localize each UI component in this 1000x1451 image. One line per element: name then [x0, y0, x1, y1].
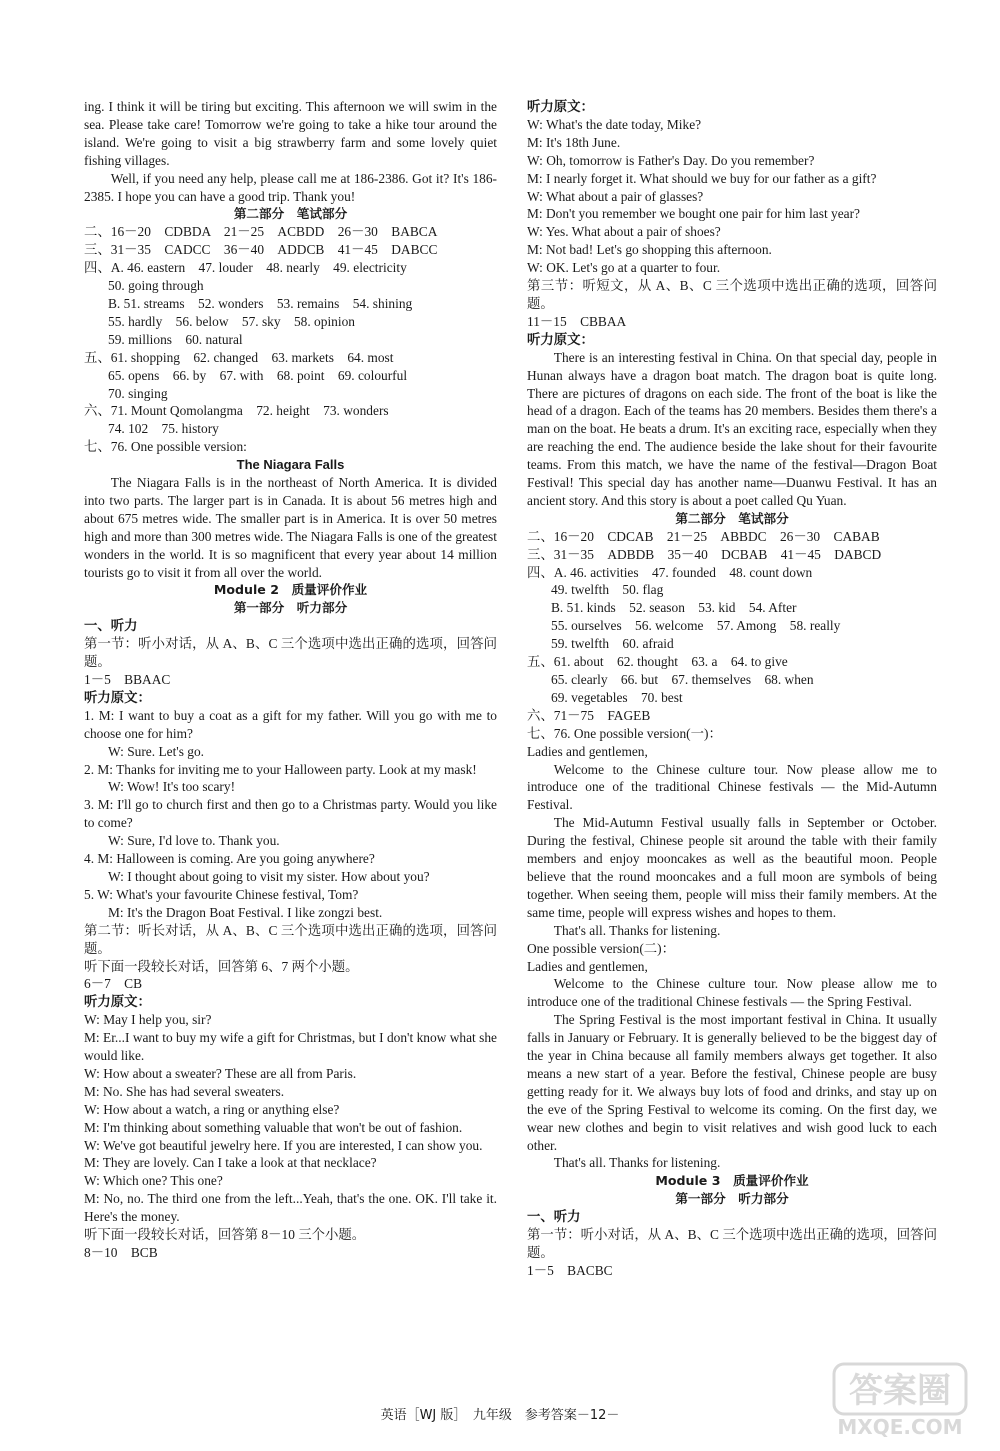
text-line: 2. M: Thanks for inviting me to your Halloween party. Look at my mask! [84, 761, 477, 777]
section-heading: Module 3 质量评价作业 [655, 1173, 809, 1189]
text-line: 二、16－20 CDBDA 21－25 ACBDD 26－30 BABCA [84, 224, 438, 240]
text-line: 第一节：听小对话，从 A、B、C 三个选项中选出正确的选项，回答问题。 [527, 1227, 937, 1260]
text-line: 6－7 CB [84, 976, 143, 992]
text-line: W: OK. Let's go at a quarter to four. [527, 260, 721, 276]
text-line: W: Which one? This one? [84, 1173, 223, 1189]
text-line: M: It's the Dragon Boat Festival. I like zongzi best. [108, 904, 383, 920]
text-line: 55. hardly 56. below 57. sky 58. opinion [108, 313, 355, 329]
text-line: M: No. She has had several sweaters. [84, 1083, 285, 1099]
text-line: 55. ourselves 56. welcome 57. Among 58. really [551, 618, 841, 634]
text-line: 听力原文： [527, 331, 594, 347]
paragraph: There is an interesting festival in China. On that special day, people in Hunan always have a dragon boat match. The dragon boat is quite long. There are pictures of dragons on each side. The front of the boat is like the head of a dragon. Each of the teams has 20 members. Besides them there's a man on the boat. He beats a drum. It's an exciting race, especially when they are reaching the end. The audience beside the lake shout for their favourite teams. From this match, we have the name of the festival—Dragon Boat Festival! This special day has another name—Duanwu Festival. It has an ancient story. And this story is about a poet called Qu Yuan. [527, 349, 937, 508]
text-line: 74. 102 75. history [108, 421, 219, 437]
text-line: 六、71－75 FAGEB [527, 707, 651, 723]
text-line: 11－15 CBBAA [527, 313, 627, 329]
text-line: W: Sure, I'd love to. Thank you. [108, 833, 280, 849]
text-line: 8－10 BCB [84, 1245, 158, 1260]
text-line: 听下面一段较长对话，回答第 8－10 三个小题。 [84, 1227, 366, 1243]
text-line: 一、听力 [84, 618, 138, 634]
text-line: 二、16－20 CDCAB 21－25 ABBDC 26－30 CABAB [527, 528, 880, 544]
text-line: W: What's the date today, Mike? [527, 116, 702, 132]
section-heading: 第二部分 笔试部分 [233, 206, 348, 222]
text-line: 七、76. One possible version: [84, 439, 247, 455]
text-line: 听力原文： [84, 994, 151, 1010]
text-line: 第一节：听小对话，从 A、B、C 三个选项中选出正确的选项，回答问题。 [84, 636, 497, 670]
text-line: M: They are lovely. Can I take a look at that necklace? [84, 1155, 377, 1171]
watermark-logo [830, 1360, 970, 1440]
text-line: 第三节：听短文，从 A、B、C 三个选项中选出正确的选项，回答问题。 [527, 278, 937, 311]
paragraph: The Spring Festival is the most important festival in China. It usually falls in January or February. It is generally believed to be the biggest day of the year in China because all family members always get together. It also means a new start of a year. Before the festival, Chinese people are busy getting ready for it. We always buy lots of food and drinks, and stay up on the eve of the Spring Festival to welcome its coming. On the first day, we wear new clothes and begin to visit relatives and wish good luck to each other. [527, 1012, 937, 1153]
text-line: 五、61. shopping 62. changed 63. markets 64. most [84, 349, 394, 365]
paragraph: The Mid-Autumn Festival usually falls in September or October. During the festival, Chinese people sit around the table with their family members and enjoy mooncakes as well as the beautiful moon. People believe that the round mooncakes and a full moon are symbols of being together. When seeing them, people will miss their family members. At the same time, people will express wishes and hopes to them. [527, 815, 937, 920]
text-line: 50. going through [108, 278, 204, 294]
text-line: Ladies and gentlemen, [527, 743, 648, 759]
text-line: W: We've got beautiful jewelry here. If you are interested, I can show you. [84, 1137, 483, 1153]
text-line: 59. millions 60. natural [108, 331, 243, 347]
text-line: 59. twelfth 60. afraid [551, 636, 674, 652]
text-line: 5. W: What's your favourite Chinese festival, Tom? [84, 886, 359, 902]
text-line: Ladies and gentlemen, [527, 958, 648, 974]
text-line: M: Not bad! Let's go shopping this afternoon. [527, 242, 772, 258]
paragraph: The Niagara Falls is in the northeast of North America. It is divided into two parts. The larger part is in Canada. It is about 56 metres high and about 675 metres wide. The smaller part is in America. It is over 50 metres high and more than 300 metres wide. The Niagara Falls is one of the greatest wonders in the world. It is so magnificent that every year about 14 million tourists go to visit it from all over the world. [84, 475, 497, 580]
section-heading: 第一部分 听力部分 [675, 1191, 789, 1207]
text-line: W: What about a pair of glasses? [527, 188, 704, 204]
text-line: 一、听力 [527, 1209, 581, 1225]
text-line: 第二节：听长对话，从 A、B、C 三个选项中选出正确的选项，回答问题。 [84, 922, 497, 956]
text-line: 听下面一段较长对话，回答第 6、7 两个小题。 [84, 958, 359, 974]
text-line: 七、76. One possible version(一)： [527, 725, 722, 741]
text-line: 三、31－35 ADBDB 35－40 DCBAB 41－45 DABCD [527, 546, 882, 562]
text-line: 五、61. about 62. thought 63. a 64. to give [527, 654, 788, 670]
text-line: W: Wow! It's too scary! [108, 779, 236, 795]
paragraph: That's all. Thanks for listening. [553, 1155, 721, 1171]
text-line: 1－5 BACBC [527, 1262, 613, 1278]
text-line: W: How about a watch, a ring or anything else? [84, 1101, 340, 1117]
text-line: One possible version(二)： [527, 940, 676, 956]
text-line: M: Er...I want to buy my wife a gift for Christmas, but I don't know what she would like. [84, 1030, 497, 1064]
paragraph: Well, if you need any help, please call me at 186-2386. Got it? It's 186-2385. I hope you can have a good trip. Thank you! [84, 170, 497, 204]
text-line: B. 51. kinds 52. season 53. kid 54. After [551, 600, 797, 616]
text-line: 听力原文： [84, 689, 151, 705]
text-line: M: It's 18th June. [527, 134, 621, 150]
text-line: 1－5 BBAAC [84, 672, 171, 687]
text-line: 65. clearly 66. but 67. themselves 68. when [551, 672, 814, 687]
text-line: W: Oh, tomorrow is Father's Day. Do you remember? [527, 152, 815, 168]
text-line: 70. singing [108, 385, 168, 401]
text-line: M: I'm thinking about something valuable that won't be out of fashion. [84, 1119, 463, 1135]
essay-title: The Niagara Falls [236, 457, 345, 473]
paragraph: That's all. Thanks for listening. [553, 922, 721, 938]
text-line: W: Sure. Let's go. [108, 743, 205, 759]
text-line: 四、A. 46. activities 47. founded 48. count down [527, 564, 813, 580]
text-line: 1. M: I want to buy a coat as a gift for my father. Will you go with me to choose one for him? [84, 707, 497, 741]
paragraph: Welcome to the Chinese culture tour. Now please allow me to introduce one of the traditional Chinese festivals — the Mid-Autumn Festival. [527, 761, 937, 813]
text-line: 四、A. 46. eastern 47. louder 48. nearly 49. electricity [84, 260, 407, 276]
text-line: M: Don't you remember we bought one pair for him last year? [527, 206, 860, 222]
text-line: W: May I help you, sir? [84, 1012, 212, 1028]
text-line: 三、31－35 CADCC 36－40 ADDCB 41－45 DABCC [84, 242, 438, 258]
text-line: W: I thought about going to visit my sister. How about you? [108, 868, 430, 884]
section-heading: 第二部分 笔试部分 [675, 510, 789, 526]
right-column [527, 98, 937, 1280]
text-line: ing. I think it will be tiring but exciting. This afternoon we will swim in the sea. Please take care! Tomorrow we're going to take a hike tour around the island. We're going to visit a big strawberry farm and some lovely quiet fishing villages. [84, 99, 497, 168]
text-line: 49. twelfth 50. flag [551, 582, 664, 598]
text-line: W: How about a sweater? These are all from Paris. [84, 1065, 357, 1081]
text-line: 六、71. Mount Qomolangma 72. height 73. wonders [84, 403, 389, 419]
text-line: 听力原文： [527, 99, 594, 114]
paragraph: Welcome to the Chinese culture tour. Now please allow me to introduce one of the traditional Chinese festivals — the Spring Festival. [527, 976, 937, 1010]
text-line: M: I nearly forget it. What should we buy for our father as a gift? [527, 170, 877, 186]
section-heading: Module 2 质量评价作业 [213, 582, 368, 598]
text-line: W: Yes. What about a pair of shoes? [527, 224, 721, 240]
text-line: 69. vegetables 70. best [551, 689, 683, 705]
page-footer: 英语［WJ 版］ 九年级 参考答案－12－ [380, 1408, 620, 1423]
svg-text:MXQE.COM: MXQE.COM [837, 1415, 963, 1439]
left-column [84, 98, 497, 1262]
section-heading: 第一部分 听力部分 [233, 600, 348, 616]
text-line: 65. opens 66. by 67. with 68. point 69. colourful [108, 367, 408, 383]
text-line: M: No, no. The third one from the left...Yeah, that's the one. OK. I'll take it. Here's the money. [84, 1191, 497, 1225]
text-line: 3. M: I'll go to church first and then go to a Christmas party. Would you like to come? [84, 797, 497, 831]
text-line: B. 51. streams 52. wonders 53. remains 54. shining [108, 295, 413, 311]
text-line: 4. M: Halloween is coming. Are you going anywhere? [84, 851, 375, 867]
svg-text:答案圈: 答案圈 [849, 1371, 951, 1411]
